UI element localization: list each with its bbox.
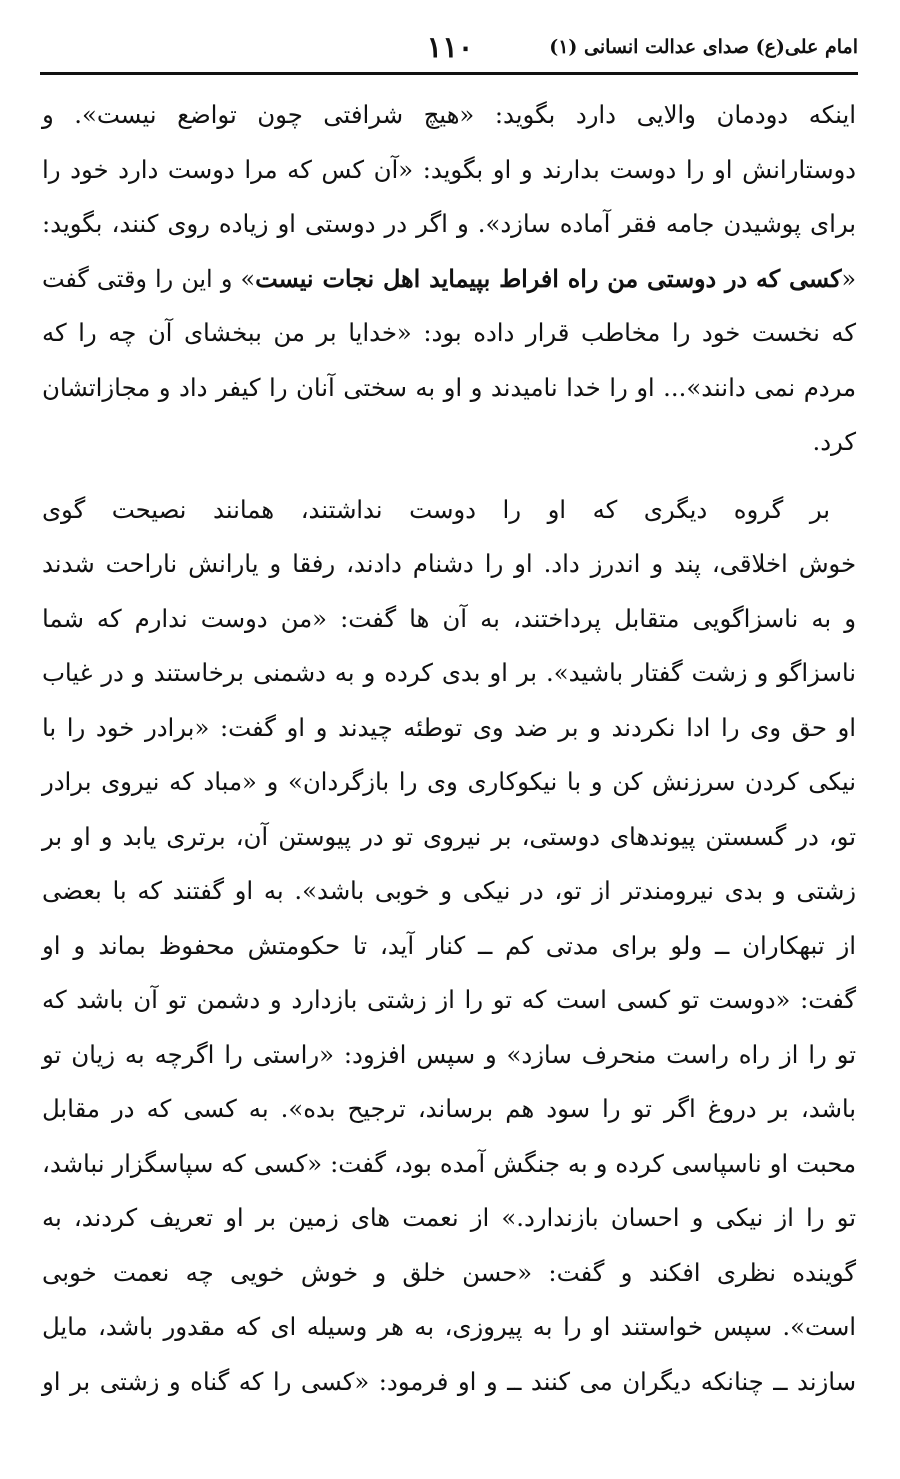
text-line: اینکه دودمان والایی دارد بگوید: «هیچ شرافتی چون تواضع نیست». و bbox=[42, 100, 856, 129]
text-line: مردم نمی دانند»... او را خدا نامیدند و او به سختی آنان را کیفر داد و مجازاتشان bbox=[42, 372, 856, 402]
paragraph-gap bbox=[42, 470, 856, 483]
text-line: گفت: «دوست تو کسی است که تو را از زشتی بازدارد و دشمن تو آن باشد که bbox=[42, 985, 856, 1014]
running-title: امام علی(ع) صدای عدالت انسانی (۱) bbox=[549, 36, 858, 58]
text-line: سازند ــ چنانکه دیگران می کنند ــ و او فرمود: «کسی را که گناه و زشتی بر او bbox=[42, 1366, 856, 1396]
text-line: تو را از راه راست منحرف سازد» و سپس افزود: «راستی را اگرچه به زیان تو bbox=[42, 1039, 856, 1069]
text-line: تو، در گسستن پیوندهای دوستی، بر نیروی تو در پیوستن آن، برتری یابد و او بر bbox=[42, 821, 856, 851]
text-line: بر گروه دیگری که او را دوست نداشتند، همانند نصیحت گوی bbox=[42, 494, 830, 524]
text-line: است». سپس خواستند او را به پیروزی، به هر وسیله ای که مقدور باشد، مایل bbox=[42, 1312, 856, 1341]
text-line: گوینده نظری افکند و گفت: «حسن خلق و خوش خویی چه نعمت خوبی bbox=[42, 1257, 856, 1287]
quote-close: » و این را وقتی گفت bbox=[42, 264, 256, 293]
text-line: و به ناسزاگویی متقابل پرداختند، به آن ها گفت: «من دوست ندارم که شما bbox=[42, 603, 856, 633]
text-line: کرد. bbox=[812, 427, 856, 456]
emphasized-quote: کسی که در دوستی من راه افراط بپیماید اهل نجات نیست bbox=[255, 264, 842, 293]
text-line: محبت او ناسپاسی کرده و به جنگش آمده بود، گفت: «کسی که سپاسگزار نباشد، bbox=[42, 1148, 856, 1178]
paragraph-2 bbox=[42, 483, 856, 1410]
paragraph-1 bbox=[42, 88, 856, 470]
quote-open: « bbox=[841, 264, 856, 293]
page-header bbox=[42, 30, 858, 68]
text-line: تو را از نیکی و احسان بازندارد.» از نعمت های زمین بر او تعریف کردند، به bbox=[42, 1203, 856, 1232]
text-line: دوستارانش او را دوست بدارند و او بگوید: «آن کس که مرا دوست دارد خود را bbox=[42, 154, 856, 184]
text-line: برای پوشیدن جامه فقر آماده سازد». و اگر در دوستی او زیاده روی کنند، بگوید: bbox=[42, 209, 856, 238]
text-line: نیکی کردن سرزنش کن و با نیکوکاری وی را بازگردان» و «مباد که نیروی برادر bbox=[42, 767, 856, 796]
text-line: ناسزاگو و زشت گفتار باشید». بر او بدی کرده و به دشمنی برخاستند و در غیاب bbox=[42, 658, 856, 687]
text-line: زشتی و بدی نیرومندتر از تو، در نیکی و خوبی باشد». به او گفتند که با بعضی bbox=[42, 876, 856, 905]
text-line-emphasis bbox=[42, 252, 856, 307]
text-line: او حق وی را ادا نکردند و بر ضد وی توطئه چیدند و او گفت: «برادر خود را با bbox=[42, 712, 856, 742]
text-line: از تبهکاران ــ ولو برای مدتی کم ــ کنار آید، تا حکومتش محفوظ بماند و او bbox=[42, 930, 856, 960]
header-rule bbox=[40, 72, 858, 75]
text-line: خوش اخلاقی، پند و اندرز داد. او را دشنام دادند، رفقا و یارانش ناراحت شدند bbox=[42, 549, 856, 578]
body-text bbox=[42, 88, 856, 1409]
page-number: ۱۱۰ bbox=[426, 30, 474, 64]
text-line: که نخست خود را مخاطب قرار داده بود: «خدایا بر من ببخشای آن چه را که bbox=[42, 318, 856, 347]
text-line: باشد، بر دروغ اگر تو را سود هم برساند، ترجیح بده». به کسی که در مقابل bbox=[42, 1094, 856, 1123]
